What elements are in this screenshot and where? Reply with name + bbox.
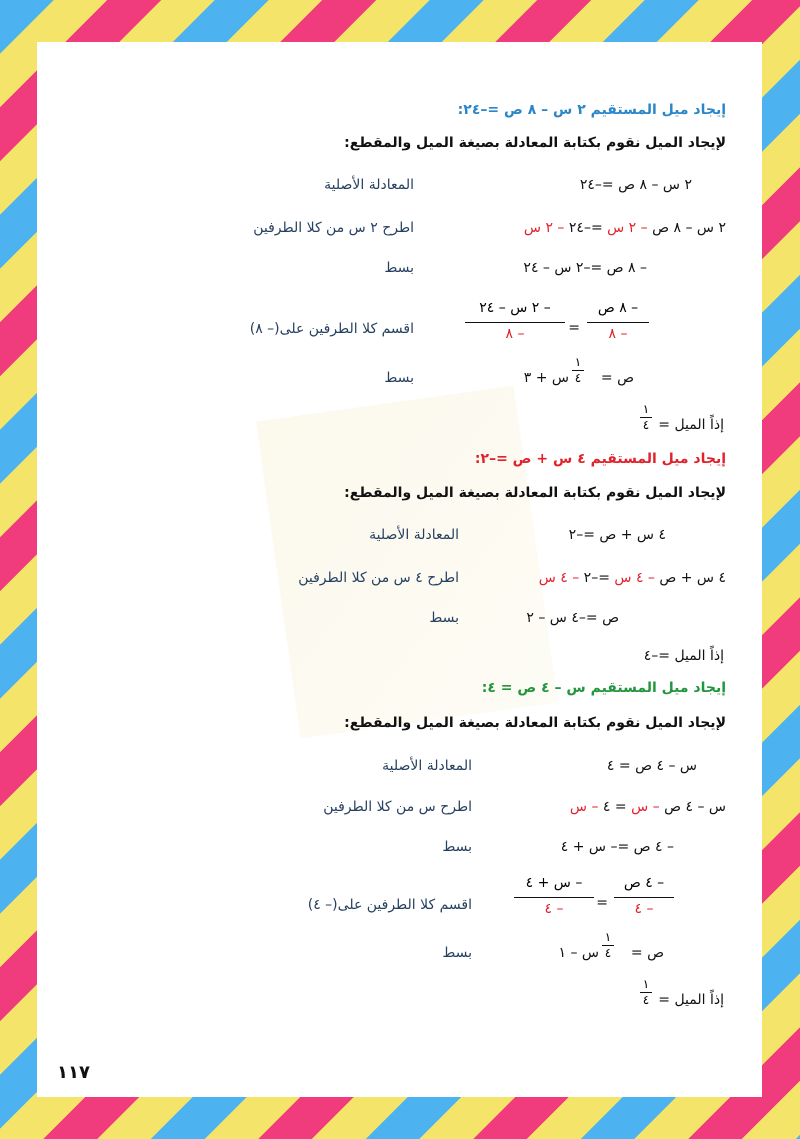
s3-result-fraction xyxy=(640,977,652,1009)
s3-step5-fraction xyxy=(602,930,614,962)
s2-step2-subtract-left: – ٤ س xyxy=(614,570,655,586)
s3-step5-part-b: س – ١ xyxy=(558,945,599,961)
s3-step4-left-denominator: – ٤ xyxy=(634,901,654,917)
s1-step4-left-numerator: – ٨ ص xyxy=(597,300,639,316)
section-3-intro: لإيجاد الميل نقوم بكتابة المعادلة بصيغة الميل والمقطع: xyxy=(344,715,726,731)
page xyxy=(37,42,762,1097)
s3-step2-part-a: س – ٤ ص xyxy=(659,799,726,815)
s1-step2-equation xyxy=(524,220,726,236)
s1-step2-part-b: =–٢٤ xyxy=(564,220,608,236)
s1-step4-equals: = xyxy=(568,320,580,336)
s1-step5-frac-num: ١ xyxy=(574,355,582,369)
s2-step2-part-b: =–٢ xyxy=(579,570,615,586)
s2-step2-part-a: ٤ س + ص xyxy=(654,570,726,586)
s2-step3-equation: ص =–٤ س – ٢ xyxy=(526,610,619,626)
s3-step5-note: بسط xyxy=(442,945,472,961)
s1-step5-note: بسط xyxy=(384,370,414,386)
section-3-heading: إيجاد ميل المستقيم س – ٤ ص = ٤: xyxy=(481,680,726,696)
s1-step5-part-b: س + ٣ xyxy=(523,370,569,386)
s1-step1-note: المعادلة الأصلية xyxy=(324,177,414,193)
s1-step1-equation: ٢ س – ٨ ص =–٢٤ xyxy=(579,177,692,193)
s1-step5-frac-den: ٤ xyxy=(574,371,582,385)
s3-step2-subtract-right: – س xyxy=(569,799,599,815)
s3-step4-note: اقسم كلا الطرفين على(– ٤) xyxy=(307,897,472,913)
s1-step2-note: اطرح ٢ س من كلا الطرفين xyxy=(253,220,414,236)
s3-step1-note: المعادلة الأصلية xyxy=(382,758,472,774)
s1-result-label: إذاً الميل = xyxy=(658,417,724,433)
s1-step2-subtract-right: – ٢ س xyxy=(523,220,565,236)
section-2-intro: لإيجاد الميل نقوم بكتابة المعادلة بصيغة الميل والمقطع: xyxy=(344,485,726,501)
s1-step4-left-fraction xyxy=(587,300,649,346)
s1-step4-right-fraction xyxy=(465,300,565,346)
s3-step4-right-fraction xyxy=(514,875,594,921)
s3-result-den: ٤ xyxy=(642,993,650,1007)
s2-step1-note: المعادلة الأصلية xyxy=(369,527,459,543)
s1-step2-subtract-left: – ٢ س xyxy=(607,220,648,236)
s3-step2-note: اطرح س من كلا الطرفين xyxy=(323,799,472,815)
s3-step4-right-bar xyxy=(514,897,594,898)
s1-step4-left-denominator: – ٨ xyxy=(608,326,628,342)
s3-step4-equals: = xyxy=(596,895,608,911)
s3-step5-frac-den: ٤ xyxy=(604,946,612,960)
s3-step3-note: بسط xyxy=(442,839,472,855)
section-2-heading: إيجاد ميل المستقيم ٤ س + ص =–٢: xyxy=(474,451,726,467)
s2-result: إذاً الميل =–٤ xyxy=(643,648,724,664)
s3-result-num: ١ xyxy=(642,977,650,991)
s1-step4-left-bar xyxy=(587,322,649,323)
s2-step3-note: بسط xyxy=(429,610,459,626)
s1-step5-fraction xyxy=(572,355,584,387)
s3-step1-equation: س – ٤ ص = ٤ xyxy=(606,758,697,774)
s2-step2-equation xyxy=(539,570,726,586)
s3-step3-equation: – ٤ ص =– س + ٤ xyxy=(560,839,674,855)
s1-step2-part-a: ٢ س – ٨ ص xyxy=(647,220,726,236)
s3-step4-right-numerator: – س + ٤ xyxy=(525,875,583,891)
s3-step2-subtract-left: – س xyxy=(631,799,660,815)
s1-step3-equation: – ٨ ص =–٢ س – ٢٤ xyxy=(523,260,647,276)
s3-step4-left-numerator: – ٤ ص xyxy=(623,875,665,891)
s1-result-den: ٤ xyxy=(642,418,650,432)
s1-step4-note: اقسم كلا الطرفين على(– ٨) xyxy=(249,321,414,337)
s3-step4-right-denominator: – ٤ xyxy=(544,901,564,917)
s3-step2-equation xyxy=(570,799,726,815)
s3-step5-frac-num: ١ xyxy=(604,930,612,944)
s1-step4-right-numerator: – ٢ س – ٢٤ xyxy=(479,300,551,316)
s3-step2-part-b: = ٤ xyxy=(598,799,632,815)
s2-step2-note: اطرح ٤ س من كلا الطرفين xyxy=(298,570,459,586)
s1-result-fraction xyxy=(640,402,652,434)
s3-result-label: إذاً الميل = xyxy=(658,992,724,1008)
s1-result-num: ١ xyxy=(642,402,650,416)
s3-step5-part-a: ص = xyxy=(630,945,664,961)
page-number: ١١٧ xyxy=(57,1062,90,1083)
s1-step3-note: بسط xyxy=(384,260,414,276)
s1-step4-right-denominator: – ٨ xyxy=(505,326,525,342)
s2-step1-equation: ٤ س + ص =–٢ xyxy=(568,527,666,543)
s1-step4-right-bar xyxy=(465,322,565,323)
s1-step5-part-a: ص = xyxy=(600,370,634,386)
section-1-intro: لإيجاد الميل نقوم بكتابة المعادلة بصيغة الميل والمقطع: xyxy=(344,135,726,151)
section-1-heading: إيجاد ميل المستقيم ٢ س – ٨ ص =–٢٤: xyxy=(457,102,726,118)
s3-step4-left-fraction xyxy=(614,875,674,921)
s3-step4-left-bar xyxy=(614,897,674,898)
s2-step2-subtract-right: – ٤ س xyxy=(538,570,580,586)
